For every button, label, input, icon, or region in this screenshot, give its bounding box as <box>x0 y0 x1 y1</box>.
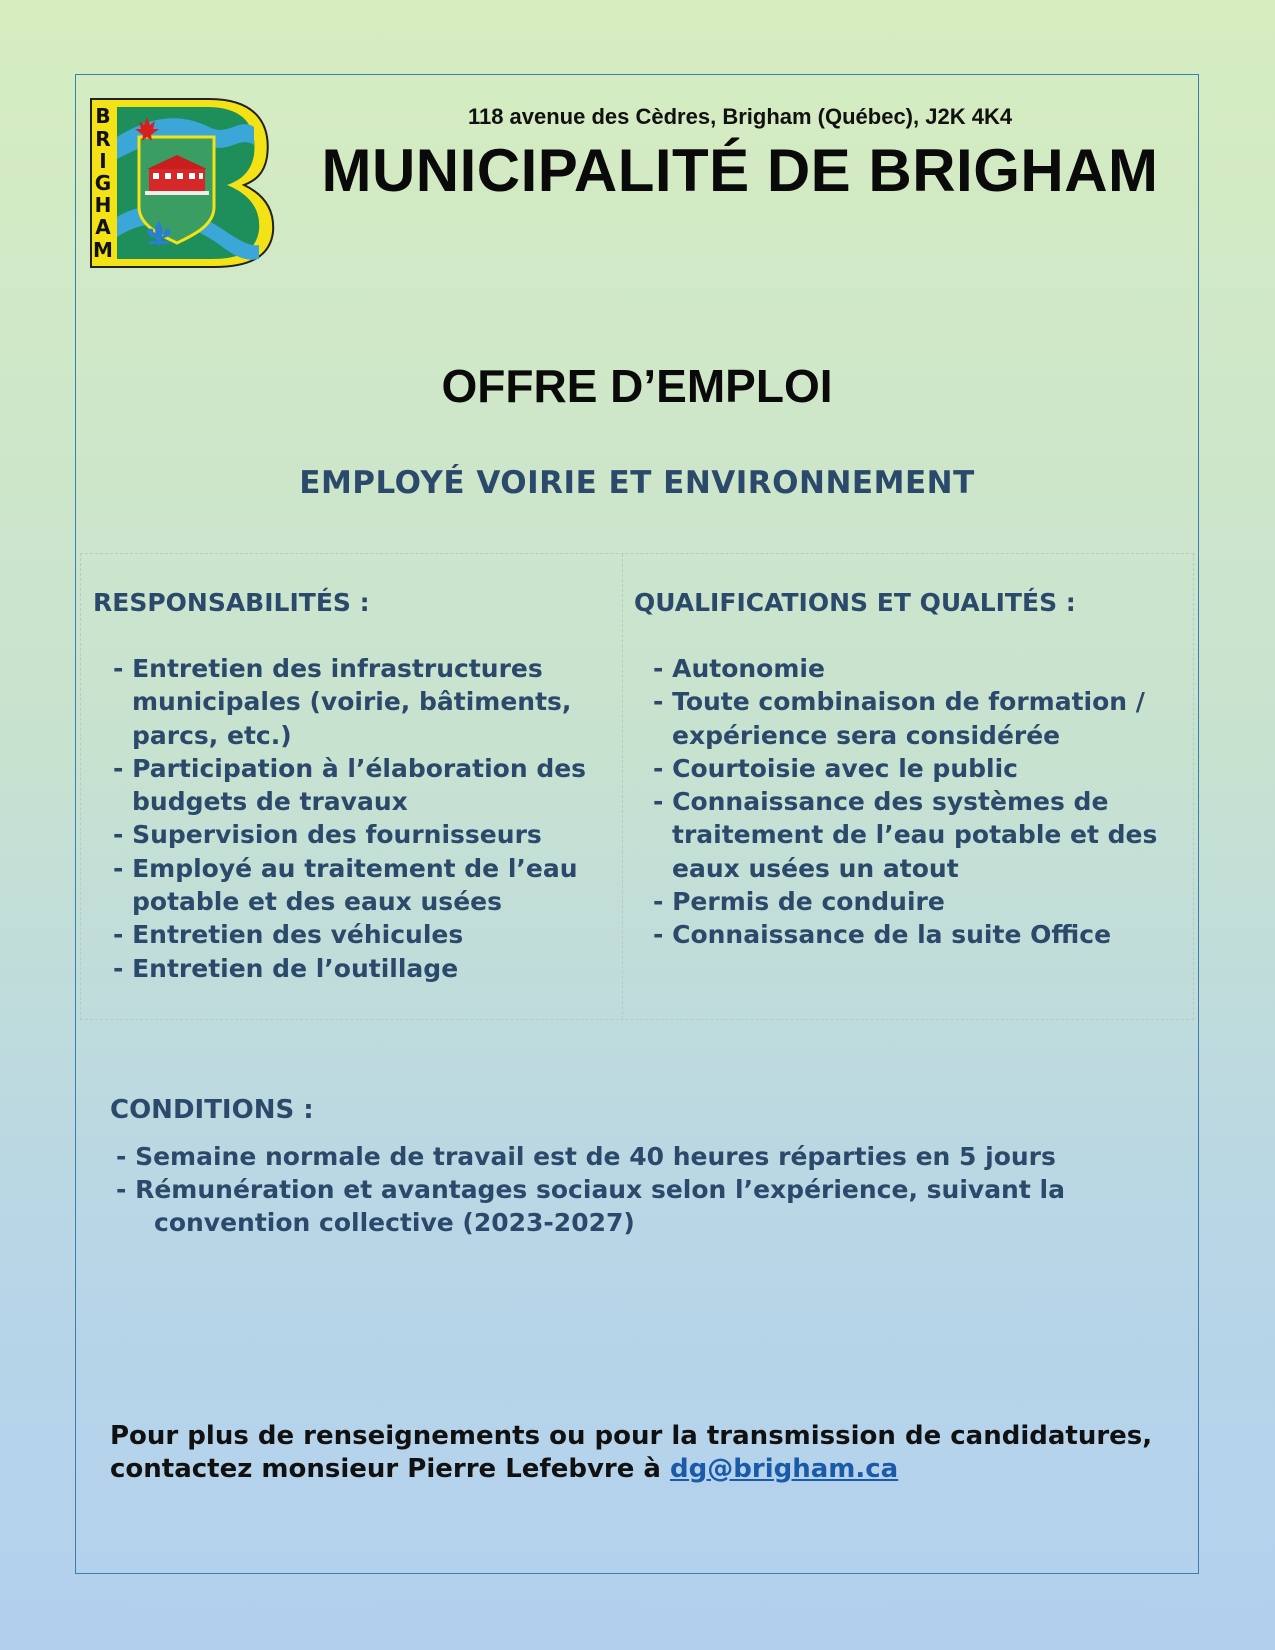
list-item: - Connaissance de la suite Office <box>653 918 1163 951</box>
qualifications-list <box>653 652 1163 952</box>
offer-title: OFFRE D’EMPLOI <box>441 360 833 412</box>
list-item: - Entretien des infrastructures municipales (voirie, bâtiments, parcs, etc.) <box>113 652 588 752</box>
svg-text:B: B <box>95 104 111 128</box>
list-item: - Employé au traitement de l’eau potable et des eaux usées <box>113 852 588 919</box>
list-item: - Courtoisie avec le public <box>653 752 1163 785</box>
list-item: - Entretien de l’outillage <box>113 952 588 985</box>
list-item: - Autonomie <box>653 652 1163 685</box>
list-item: - Semaine normale de travail est de 40 heures réparties en 5 jours <box>116 1140 1176 1173</box>
list-item: - Entretien des véhicules <box>113 918 588 951</box>
svg-text:R: R <box>95 127 111 151</box>
conditions-list <box>116 1140 1176 1239</box>
contact-text: Pour plus de renseignements ou pour la transmission de candidatures, contactez monsieur Pierre Lefebvre à <box>110 1421 1153 1484</box>
responsibilities-section <box>81 554 623 1019</box>
details-columns <box>80 553 1194 1020</box>
conditions-heading: CONDITIONS : <box>110 1095 314 1125</box>
qualifications-section <box>623 554 1193 1019</box>
municipality-logo <box>89 97 277 269</box>
contact-paragraph <box>110 1420 1190 1486</box>
list-item: - Rémunération et avantages sociaux selon l’expérience, suivant la convention collective (2023-2027) <box>116 1173 1176 1239</box>
list-item: - Participation à l’élaboration des budgets de travaux <box>113 752 588 819</box>
svg-text:M: M <box>93 238 113 262</box>
list-item: - Toute combinaison de formation / expérience sera considérée <box>653 685 1163 752</box>
svg-text:I: I <box>99 149 107 173</box>
svg-text:G: G <box>94 171 112 195</box>
responsibilities-heading: RESPONSABILITÉS : <box>93 588 370 617</box>
list-item: - Connaissance des systèmes de traitement de l’eau potable et des eaux usées un atout <box>653 785 1163 885</box>
svg-text:A: A <box>95 215 111 239</box>
email-link[interactable]: dg@brigham.ca <box>670 1454 899 1484</box>
municipality-address: 118 avenue des Cèdres, Brigham (Québec), J2K 4K4 <box>467 104 1013 129</box>
list-item: - Permis de conduire <box>653 885 1163 918</box>
qualifications-heading: QUALIFICATIONS ET QUALITÉS : <box>634 588 1076 617</box>
list-item: - Supervision des fournisseurs <box>113 818 588 851</box>
responsibilities-list <box>113 652 588 985</box>
position-title: EMPLOYÉ VOIRIE ET ENVIRONNEMENT <box>299 465 975 501</box>
municipality-title: MUNICIPALITÉ DE BRIGHAM <box>321 137 1159 204</box>
svg-text:H: H <box>94 193 112 217</box>
